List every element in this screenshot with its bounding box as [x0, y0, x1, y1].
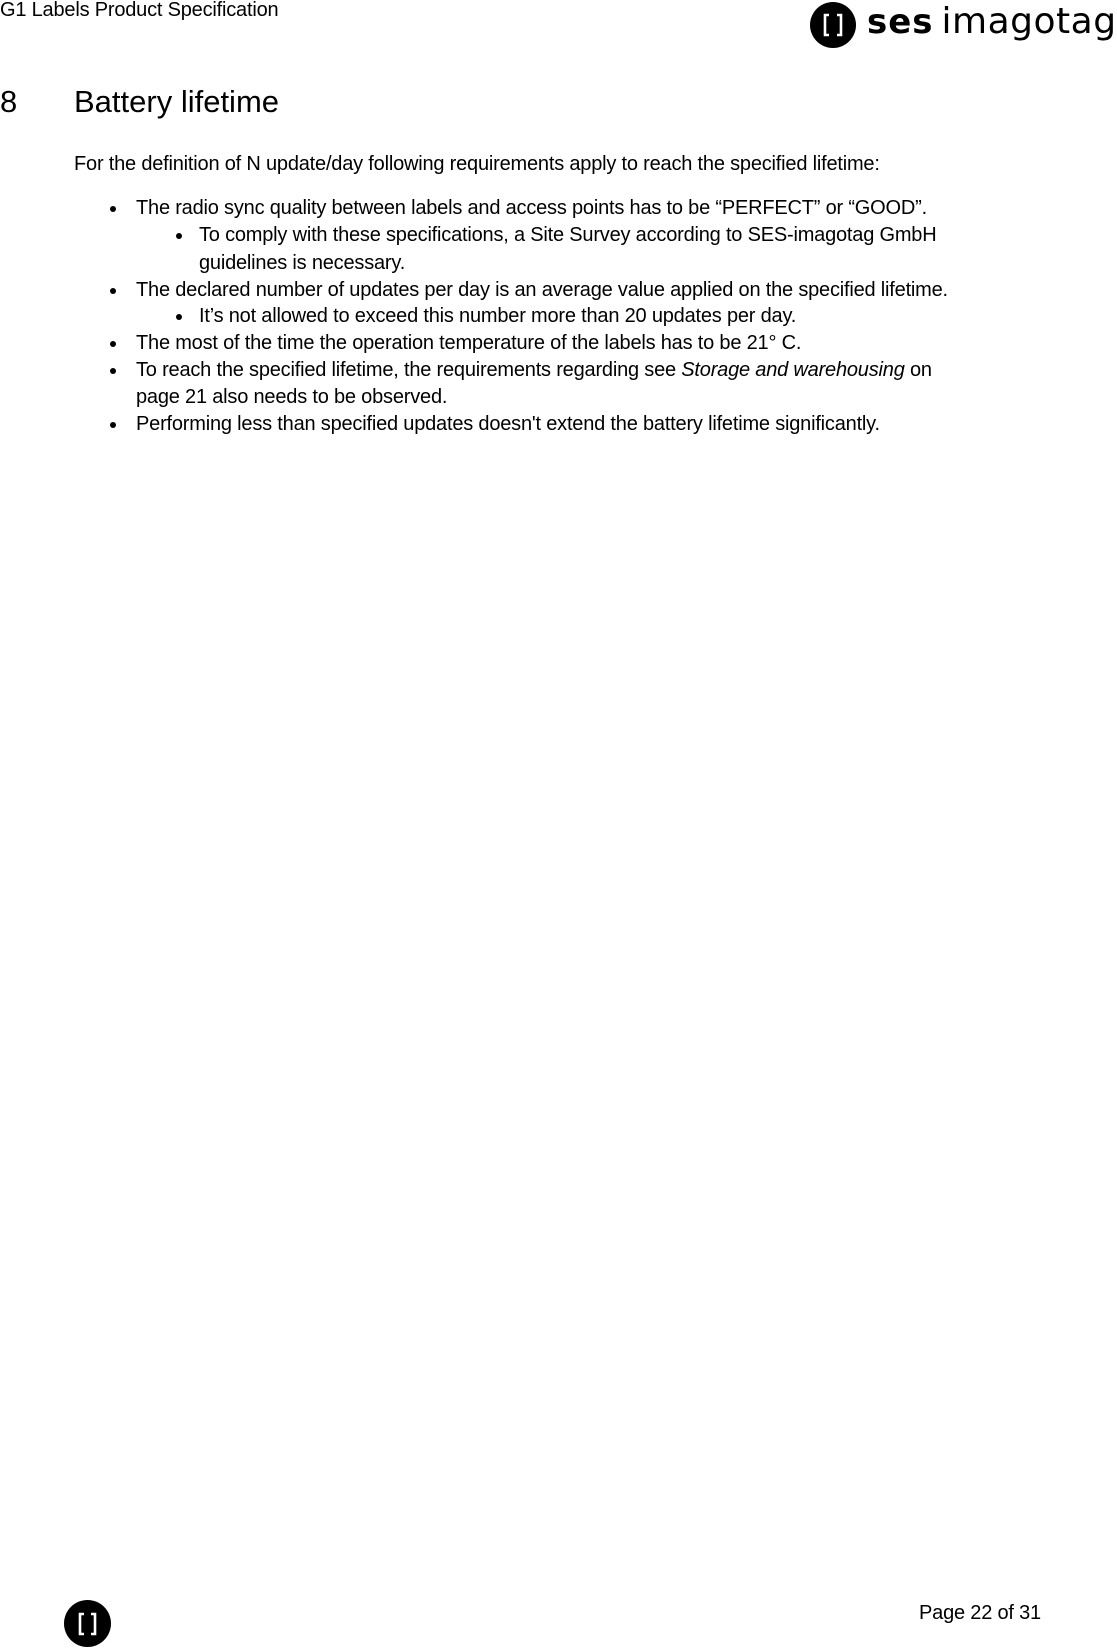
brackets-logo-icon — [64, 1600, 111, 1647]
sub-list-item-continuation: guidelines is necessary. — [199, 252, 406, 274]
bullet-marker — [110, 368, 116, 374]
list-item-text: To reach the specified lifetime, the requirements regarding see — [136, 359, 682, 381]
bullet-marker — [110, 288, 116, 294]
section-title: Battery lifetime — [74, 84, 280, 119]
company-logo — [810, 2, 1117, 48]
section-heading — [0, 84, 279, 120]
intro-paragraph: For the definition of N update/day following requirements apply to reach the specified lifetime: — [74, 153, 880, 175]
list-item — [136, 357, 932, 383]
list-item: Performing less than specified updates doesn't extend the battery lifetime significantly. — [136, 413, 880, 435]
sub-bullet-marker — [176, 233, 182, 239]
logo-wordmark-imagotag: imagotag — [941, 1, 1117, 42]
section-number: 8 — [0, 84, 18, 119]
list-item: The radio sync quality between labels and access points has to be “PERFECT” or “GOOD”. — [136, 197, 927, 219]
sub-bullet-marker — [176, 314, 182, 320]
cross-reference-link[interactable]: Storage and warehousing — [681, 359, 905, 381]
page-number: Page 22 of 31 — [919, 1602, 1041, 1624]
sub-list-item: To comply with these specifications, a Site Survey according to SES-imagotag GmbH — [199, 224, 937, 246]
bullet-marker — [110, 341, 116, 347]
brackets-logo-icon — [810, 2, 856, 48]
list-item-text: on — [904, 359, 932, 381]
list-item: The declared number of updates per day is an average value applied on the specified lifetime. — [136, 279, 948, 301]
bullet-marker — [110, 206, 116, 212]
logo-wordmark-ses: ses — [867, 2, 934, 42]
list-item-continuation: page 21 also needs to be observed. — [136, 386, 448, 408]
list-item: The most of the time the operation temperature of the labels has to be 21° C. — [136, 332, 802, 354]
sub-list-item: It’s not allowed to exceed this number more than 20 updates per day. — [199, 305, 797, 327]
bullet-marker — [110, 422, 116, 428]
document-header-title: G1 Labels Product Specification — [0, 0, 279, 21]
